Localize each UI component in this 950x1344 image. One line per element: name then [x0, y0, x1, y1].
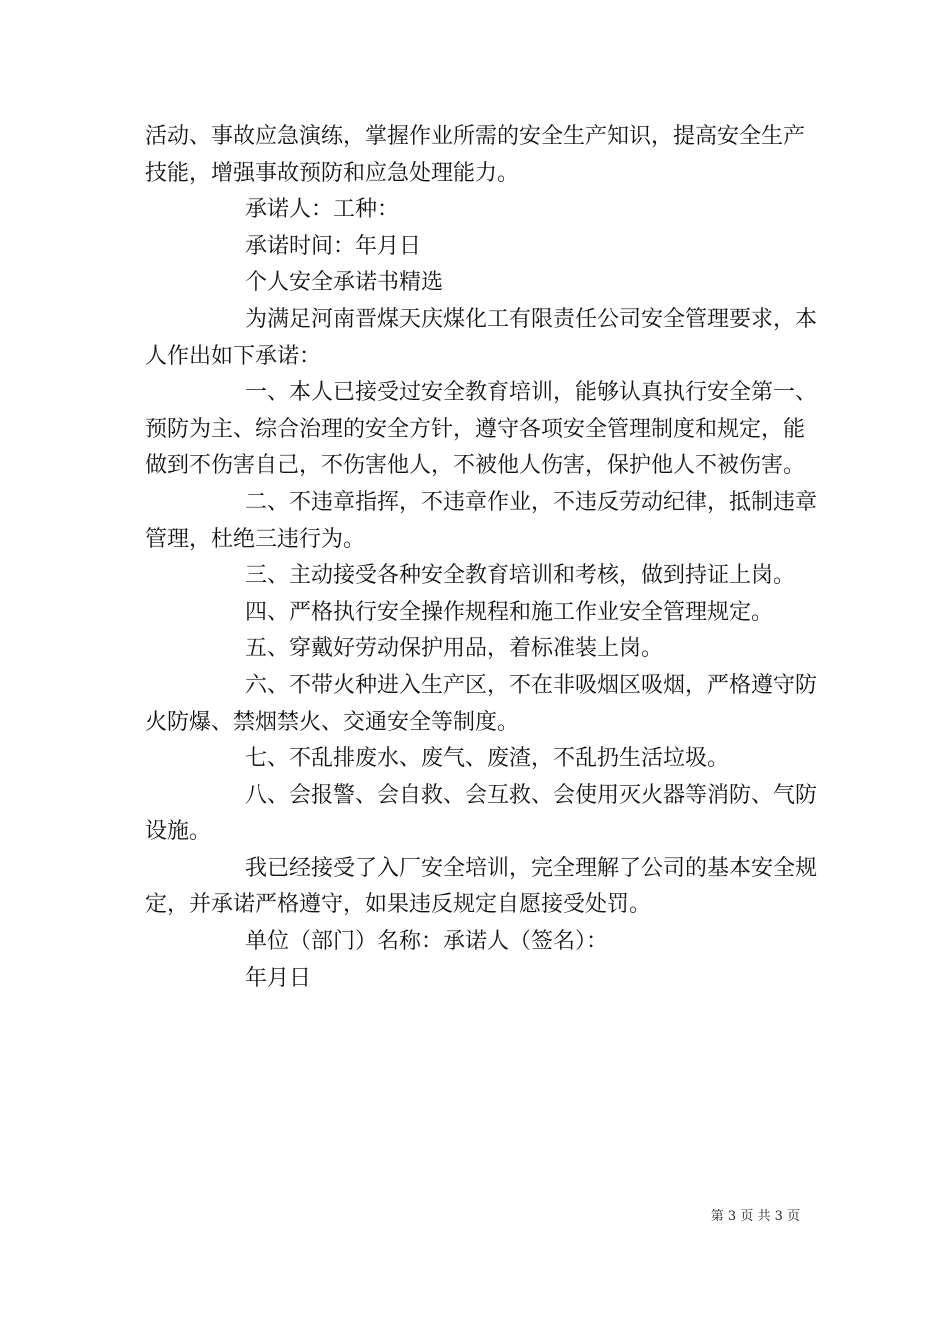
clause-5: 五、穿戴好劳动保护用品，着标准装上岗。 [245, 636, 664, 662]
intro-paragraph: 为满足河南晋煤天庆煤化工有限责任公司安全管理要求，本人作出如下承诺： [145, 306, 818, 369]
paragraph-1: 活动、事故应急演练，掌握作业所需的安全生产知识，提高安全生产技能，增强事故预防和应急处理能力。 [145, 124, 806, 186]
clause-3: 三、主动接受各种安全教育培训和考核，做到持证上岗。 [245, 563, 796, 589]
clause-1: 一、本人已接受过安全教育培训，能够认真执行安全第一、预防为主、综合治理的安全方针，遵守各项安全管理制度和规定，能做到不伤害自己，不伤害他人，不被他人伤害，保护他人不被伤害。 [145, 380, 818, 479]
promisor-worktype-line: 承诺人：工种： [245, 197, 400, 223]
promise-date-line: 承诺时间：年月日 [245, 233, 422, 259]
clause-7: 七、不乱排废水、废气、废渣，不乱扔生活垃圾。 [245, 746, 730, 772]
acknowledgement-paragraph: 我已经接受了入厂安全培训，完全理解了公司的基本安全规定，并承诺严格遵守，如果违反规定自愿接受处罚。 [145, 855, 818, 918]
clause-6: 六、不带火种进入生产区，不在非吸烟区吸烟，严格遵守防火防爆、禁烟禁火、交通安全等制度。 [145, 672, 818, 735]
section-title: 个人安全承诺书精选 [245, 270, 444, 296]
document-body [145, 119, 825, 997]
date-line: 年月日 [245, 965, 312, 991]
page-number-footer: 第 3 页 共 3 页 [710, 1209, 800, 1224]
clause-8: 八、会报警、会自救、会互救、会使用灭火器等消防、气防设施。 [145, 782, 818, 845]
clause-2: 二、不违章指挥，不违章作业，不违反劳动纪律，抵制违章管理，杜绝三违行为。 [145, 489, 818, 552]
signature-line: 单位（部门）名称：承诺人（签名）： [245, 929, 609, 955]
clause-4: 四、严格执行安全操作规程和施工作业安全管理规定。 [245, 599, 774, 625]
